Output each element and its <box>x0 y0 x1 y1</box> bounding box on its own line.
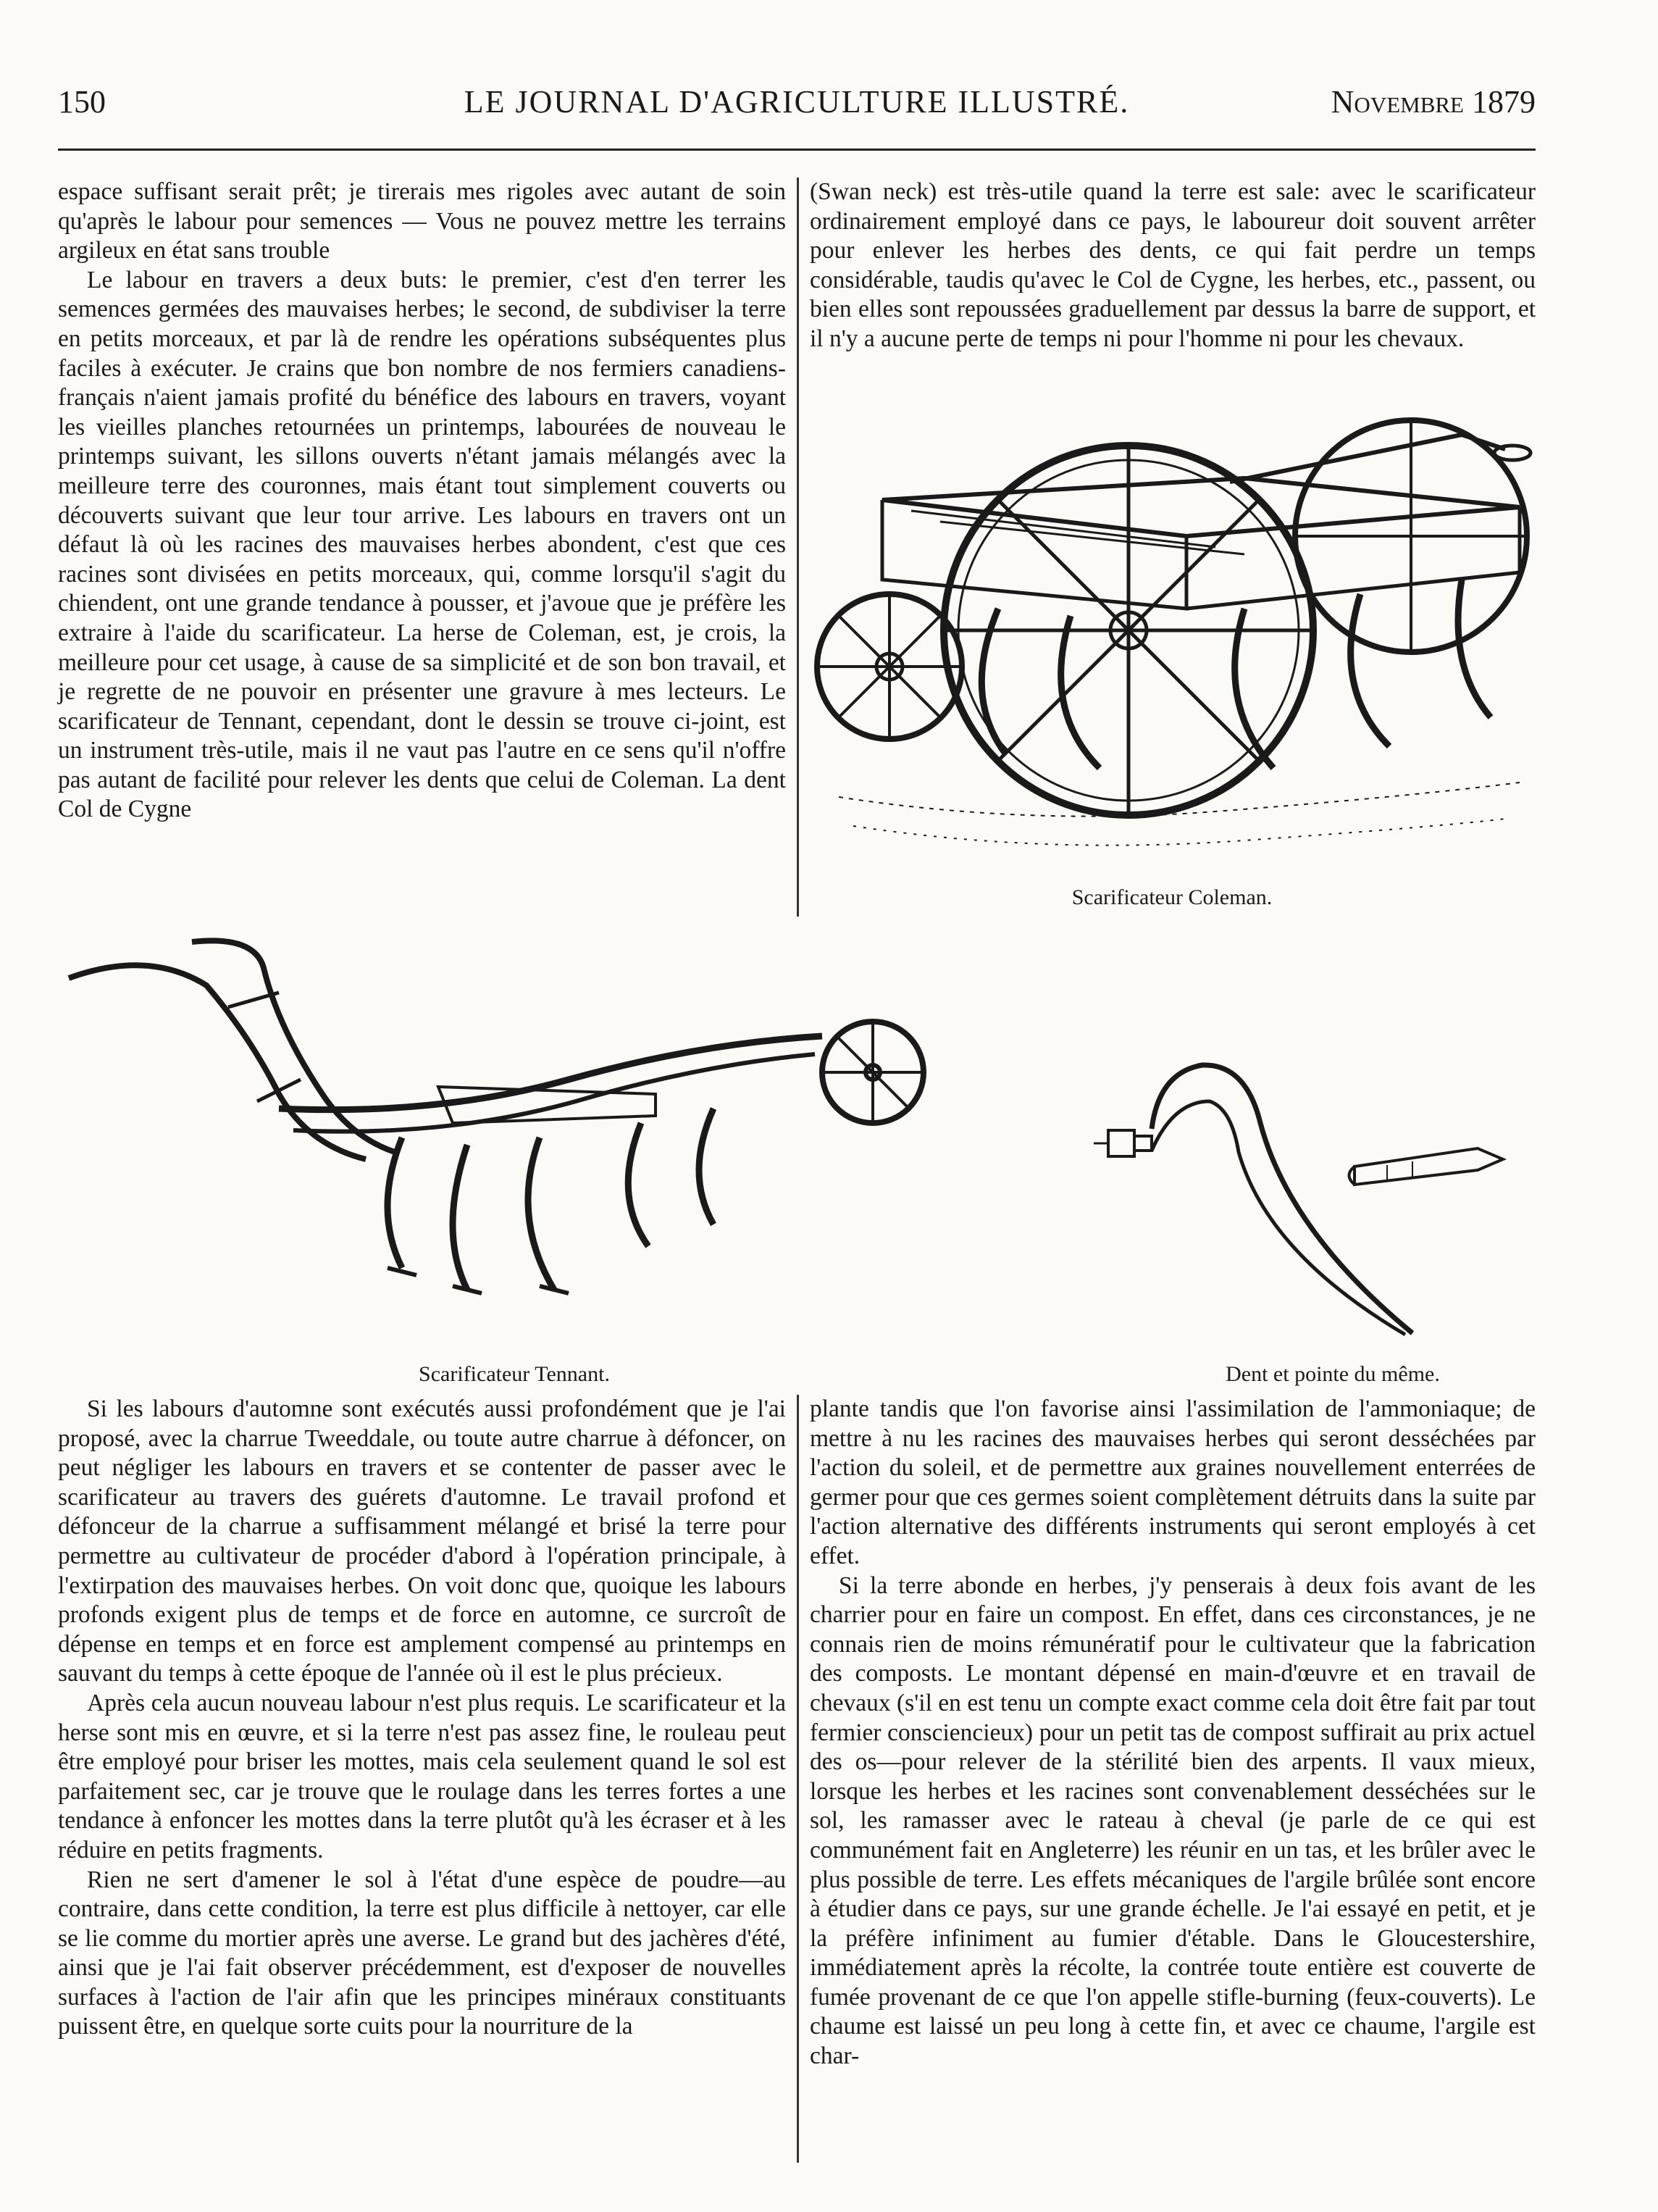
column-2 <box>810 178 1536 354</box>
paragraph: Après cela aucun nouveau labour n'est plus requis. Le scarificateur et la herse sont mis en œuvre, et si la terre n'est pas assez fine, le rouleau peut être employé pour briser les mottes, mais cela seulement quand le sol est parfaitement sec, car je trouve que le roulage dans les terres fortes a une tendance à enfoncer les mottes dans la terre plutôt qu'à les écraser et à les réduire en petits fragments. <box>58 1689 786 1863</box>
tennant-scarifier-illustration <box>62 927 967 1348</box>
header-rule <box>58 149 1536 151</box>
figure-caption-tooth: Dent et pointe du même. <box>1226 1362 1440 1386</box>
column-4 <box>810 1395 1536 2071</box>
paragraph: espace suffisant serait prêt; je tirerais mes rigoles avec autant de soin qu'après le labour pour semences — Vous ne pouvez mettre les terrains argileux en état sans trouble <box>58 178 786 264</box>
paragraph: (Swan neck) est très-utile quand la terre est sale: avec le scarificateur ordinairement employé dans ce pays, le laboureur doit souvent arrêter pour enlever les herbes des dents, ce qui fait perdre un temps considérable, taudis qu'avec le Col de Cygne, les herbes, etc., passent, ou bien elles sont repoussées graduellement par dessus la barre de support, et il n'y a aucune perte de temps ni pour l'homme ni pour les chevaux. <box>810 178 1536 352</box>
tooth-and-point-illustration <box>1101 1043 1536 1348</box>
figure-caption-coleman: Scarificateur Coleman. <box>1071 885 1273 909</box>
paragraph: Si la terre abonde en herbes, j'y penserais à deux fois avant de les charrier pour en faire un compost. En effet, dans ces circonstances, je ne connais rien de moins rémunératif pour le cultivateur que la fabrication des composts. Le montant dépensé en main-d'œuvre et en travail de chevaux (s'il en est tenu un compte exact comme cela doit être fait par tout fermier consciencieux) pour un petit tas de compost suffirait au prix actuel des os—pour relever de la stérilité bien des arpents. Il vaux mieux, lorsque les herbes et les racines sont convenablement desséchées sur le sol, les ramasser avec le rateau à cheval (je parle de ce qui est communément fait en Angleterre) les réunir en un tas, et les brûler avec le plus possible de terre. Les effets mécaniques de l'argile brûlée sont encore à étudier dans ce pays, sur une grande échelle. Je l'ai essayé en petit, et je la préfère infiniment au fumier d'étable. Dans le Gloucestershire, immédiatement après la récolte, la contrée toute entière est couverte de fumée provenant de ce que l'on appelle stifle-burning (feux-couverts). Le chaume est laissé un peu long à cette fin, et avec ce chaume, l'argile est char- <box>810 1572 1536 2070</box>
paragraph: Si les labours d'automne sont exécutés aussi profondément que je l'ai proposé, avec la charrue Tweeddale, ou toute autre charrue à défoncer, on peut négliger les labours en travers et se contenter de passer avec le scarificateur au travers des guérets d'automne. Le travail profond et défonceur de la charrue a suffisamment mélangé et brisé la terre pour permettre au cultivateur de procéder d'abord à l'opération principale, à l'extirpation des mauvaises herbes. On voit donc que, quoique les labours profonds exigent plus de temps et de force en automne, ce surcroît de dépense en temps et en force est amplement compensé au printemps en sauvant du temps à cette époque de l'année où il est le plus précieux. <box>58 1395 786 1687</box>
column-1 <box>58 178 786 825</box>
issue-date: Novembre 1879 <box>1331 84 1536 120</box>
column-divider <box>797 1395 799 2163</box>
coleman-scarifier-illustration <box>810 391 1534 877</box>
paragraph: Le labour en travers a deux buts: le premier, c'est d'en terrer les semences germées des mauvaises herbes; le second, de subdiviser la terre en petits morceaux, et par là de rendre les opérations subséquentes plus faciles à exécuter. Je crains que bon nombre de nos fermiers canadiens-français n'aient jamais profité du bénéfice des labours en travers, voyant les vieilles planches retournées un printemps, labourées de nouveau le printemps suivant, les sillons ouverts n'étant jamais mélangés avec la meilleure terre des couronnes, mais étant tout simplement couverts ou découverts suivant que leur tour arrive. Les labours en travers ont un défaut là où les racines des mauvaises herbes abondent, c'est que ces racines sont divisées en petits morceaux, qui, comme lorsqu'il s'agit du chiendent, ont une grande tendance à pousser, et j'avoue que je préfère les extraire à l'aide du scarificateur. La herse de Coleman, est, je crois, la meilleure pour cet usage, à cause de sa simplicité et de son bon travail, et je regrette de ne pouvoir en présenter une gravure à mes lecteurs. Le scarificateur de Tennant, cependant, dont le dessin se trouve ci-joint, est un instrument très-utile, mais il ne vaut pas l'autre en ce sens qu'il n'offre pas autant de facilité pour relever les dents que celui de Coleman. La dent Col de Cygne <box>58 266 786 823</box>
paragraph: plante tandis que l'on favorise ainsi l'assimilation de l'ammoniaque; de mettre à nu les racines des mauvaises herbes qui seront desséchées par l'action du soleil, et de permettre aux graines nouvellement enterrées de germer pour que ces germes soient complètement détruits dans la suite par l'action alternative des différents instruments qui seront employés à cet effet. <box>810 1395 1536 1569</box>
page-number: 150 <box>58 84 106 120</box>
column-divider <box>797 178 799 917</box>
column-3 <box>58 1395 786 2042</box>
figure-caption-tennant: Scarificateur Tennant. <box>419 1362 610 1386</box>
page-header <box>58 83 1536 127</box>
paragraph: Rien ne sert d'amener le sol à l'état d'une espèce de poudre—au contraire, dans cette condition, la terre est plus difficile à nettoyer, car elle se lie comme du mortier après une averse. Le grand but des jachères d'été, ainsi que je l'ai fait observer précédemment, est d'exposer de nouvelles surfaces à l'action de l'air afin que les principes minéraux constituants puissent être, en quelque sorte cuits pour la nourriture de la <box>58 1866 786 2040</box>
journal-title: LE JOURNAL D'AGRICULTURE ILLUSTRÉ. <box>464 84 1130 120</box>
